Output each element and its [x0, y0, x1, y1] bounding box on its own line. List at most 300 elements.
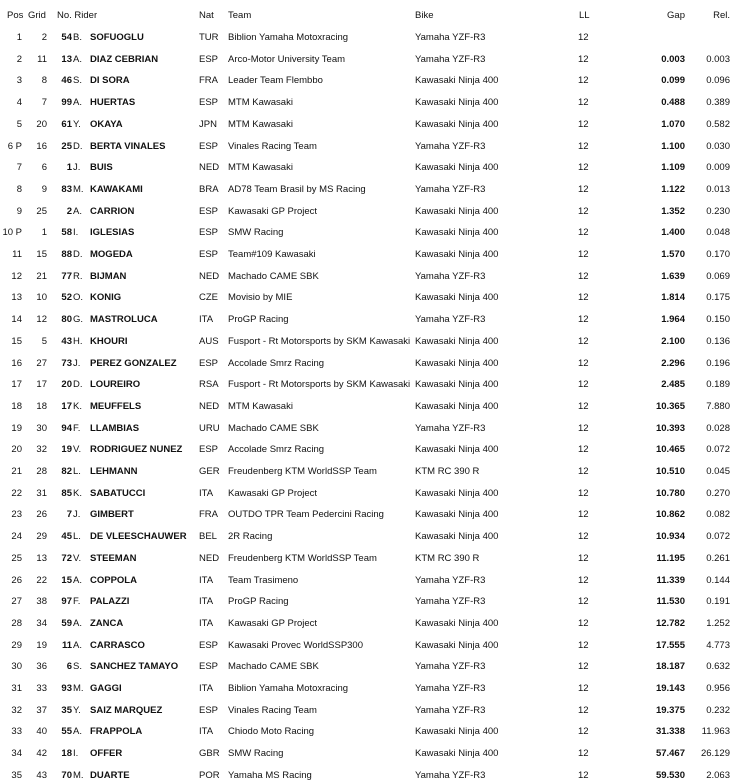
- cell-number: 94: [61, 422, 72, 434]
- cell-initial: M.: [73, 183, 84, 195]
- cell-ll: 12: [578, 162, 589, 174]
- cell-bike: Kawasaki Ninja 400: [415, 249, 499, 260]
- cell-nat: FRA: [199, 75, 218, 87]
- cell-surname: STEEMAN: [90, 552, 137, 564]
- cell-ll: 12: [578, 769, 589, 781]
- cell-grid: 26: [36, 509, 47, 521]
- table-row: [0, 93, 745, 109]
- cell-grid: 38: [36, 596, 47, 608]
- cell-rel: 0.230: [706, 205, 730, 217]
- table-row: [0, 267, 745, 283]
- table-row: [0, 50, 745, 66]
- cell-ll: 12: [578, 748, 589, 760]
- cell-team: Biblion Yamaha Motoxracing: [228, 32, 349, 43]
- cell-initial: I.: [73, 227, 79, 239]
- cell-gap: 1.400: [661, 227, 685, 239]
- cell-surname: LEHMANN: [90, 466, 138, 477]
- cell-grid: 2: [41, 32, 47, 43]
- table-row: [0, 462, 745, 478]
- cell-nat: URU: [199, 422, 220, 434]
- cell-nat: ESP: [199, 357, 219, 369]
- cell-number: 2: [66, 205, 72, 217]
- cell-pos: 14: [11, 314, 22, 326]
- cell-initial: A.: [73, 97, 82, 109]
- cell-rel: 26.129: [700, 748, 730, 760]
- header-ll: LL: [579, 10, 590, 21]
- cell-ll: 12: [578, 422, 589, 434]
- cell-surname: KHOURI: [90, 335, 128, 347]
- table-row: [0, 397, 745, 413]
- cell-ll: 12: [578, 53, 589, 65]
- cell-ll: 12: [578, 140, 589, 152]
- cell-ll: 12: [578, 596, 589, 608]
- cell-nat: ITA: [199, 726, 214, 738]
- cell-nat: ITA: [199, 683, 214, 694]
- cell-bike: Yamaha YZF-R3: [415, 704, 486, 716]
- cell-nat: GER: [199, 466, 220, 477]
- cell-bike: Kawasaki Ninja 400: [415, 357, 499, 369]
- cell-surname: SOFUOGLU: [90, 32, 144, 43]
- cell-initial: M.: [73, 683, 84, 694]
- cell-rel: 0.013: [706, 183, 730, 195]
- cell-team: Team#109 Kawasaki: [228, 249, 316, 260]
- cell-pos: 12: [11, 270, 22, 282]
- cell-ll: 12: [578, 97, 589, 109]
- cell-pos: 18: [11, 400, 22, 412]
- table-row: [0, 744, 745, 760]
- cell-pos: 6 P: [7, 140, 22, 152]
- cell-initial: M.: [73, 769, 84, 781]
- cell-initial: D.: [73, 249, 83, 260]
- cell-rel: 0.196: [706, 357, 730, 369]
- cell-pos: 21: [11, 466, 22, 477]
- header-rel: Rel.: [713, 10, 730, 21]
- cell-ll: 12: [578, 466, 589, 477]
- cell-gap: 10.934: [655, 531, 685, 543]
- cell-rel: 0.096: [706, 75, 730, 87]
- cell-nat: ITA: [199, 487, 214, 499]
- cell-bike: Kawasaki Ninja 400: [415, 75, 499, 87]
- cell-nat: ESP: [199, 249, 219, 260]
- cell-surname: COPPOLA: [90, 574, 137, 586]
- cell-gap: 31.338: [655, 726, 685, 738]
- table-row: [0, 484, 745, 500]
- cell-nat: ITA: [199, 574, 214, 586]
- cell-pos: 29: [11, 639, 22, 651]
- cell-ll: 12: [578, 205, 589, 217]
- cell-grid: 22: [36, 574, 47, 586]
- cell-grid: 31: [36, 487, 47, 499]
- cell-bike: Yamaha YZF-R3: [415, 769, 486, 781]
- cell-nat: ESP: [199, 704, 219, 716]
- cell-nat: FRA: [199, 509, 218, 521]
- cell-bike: Kawasaki Ninja 400: [415, 748, 499, 760]
- table-row: [0, 354, 745, 370]
- cell-surname: OFFER: [90, 748, 123, 760]
- cell-gap: 10.862: [655, 509, 685, 521]
- cell-team: MTM Kawasaki: [228, 162, 293, 174]
- cell-rel: 0.175: [706, 292, 730, 304]
- cell-number: 17: [61, 400, 72, 412]
- cell-grid: 27: [36, 357, 47, 369]
- cell-nat: CZE: [199, 292, 218, 304]
- cell-number: 59: [61, 617, 72, 629]
- cell-initial: L.: [73, 466, 81, 477]
- cell-number: 93: [61, 683, 72, 694]
- cell-nat: ITA: [199, 617, 214, 629]
- cell-initial: A.: [73, 53, 82, 65]
- cell-pos: 27: [11, 596, 22, 608]
- cell-pos: 35: [11, 769, 22, 781]
- table-row: [0, 549, 745, 565]
- cell-grid: 21: [36, 270, 47, 282]
- cell-ll: 12: [578, 574, 589, 586]
- cell-surname: MASTROLUCA: [90, 314, 158, 326]
- cell-gap: 10.780: [655, 487, 685, 499]
- cell-grid: 32: [36, 444, 47, 456]
- cell-ll: 12: [578, 379, 589, 391]
- cell-grid: 34: [36, 617, 47, 629]
- cell-grid: 15: [36, 249, 47, 260]
- cell-rel: 0.009: [706, 162, 730, 174]
- cell-ll: 12: [578, 183, 589, 195]
- cell-team: OUTDO TPR Team Pedercini Racing: [228, 509, 384, 521]
- cell-team: Leader Team Flembbo: [228, 75, 323, 87]
- header-gap: Gap: [667, 10, 685, 21]
- cell-nat: NED: [199, 552, 220, 564]
- cell-gap: 19.375: [655, 704, 685, 716]
- cell-rel: 0.261: [706, 552, 730, 564]
- cell-nat: BRA: [199, 183, 219, 195]
- cell-surname: KAWAKAMI: [90, 183, 143, 195]
- table-row: [0, 310, 745, 326]
- cell-rel: 0.048: [706, 227, 730, 239]
- cell-gap: 19.143: [655, 683, 685, 694]
- cell-pos: 8: [16, 183, 22, 195]
- cell-bike: Kawasaki Ninja 400: [415, 444, 499, 456]
- cell-team: Machado CAME SBK: [228, 270, 319, 282]
- cell-rel: 0.144: [706, 574, 730, 586]
- cell-bike: Kawasaki Ninja 400: [415, 379, 499, 391]
- cell-pos: 23: [11, 509, 22, 521]
- header-bike: Bike: [415, 10, 434, 21]
- cell-ll: 12: [578, 400, 589, 412]
- cell-pos: 26: [11, 574, 22, 586]
- cell-initial: J.: [73, 162, 81, 174]
- table-row: [0, 71, 745, 87]
- cell-initial: I.: [73, 748, 79, 760]
- table-row: [0, 28, 745, 44]
- cell-ll: 12: [578, 509, 589, 521]
- cell-bike: Kawasaki Ninja 400: [415, 400, 499, 412]
- cell-gap: 10.510: [655, 466, 685, 477]
- cell-nat: ESP: [199, 661, 219, 673]
- cell-surname: SAIZ MARQUEZ: [90, 704, 163, 716]
- cell-surname: SANCHEZ TAMAYO: [90, 661, 179, 673]
- cell-ll: 12: [578, 32, 589, 43]
- cell-surname: LOUREIRO: [90, 379, 141, 391]
- table-row: [0, 158, 745, 174]
- cell-bike: Kawasaki Ninja 400: [415, 335, 499, 347]
- cell-surname: MOGEDA: [90, 249, 133, 260]
- cell-initial: R.: [73, 270, 83, 282]
- cell-pos: 5: [16, 118, 22, 130]
- cell-pos: 24: [11, 531, 22, 543]
- cell-nat: NED: [199, 270, 220, 282]
- table-row: [0, 375, 745, 391]
- cell-gap: 2.296: [661, 357, 685, 369]
- cell-number: 19: [61, 444, 72, 456]
- cell-nat: ITA: [199, 596, 214, 608]
- cell-grid: 33: [36, 683, 47, 694]
- cell-surname: SABATUCCI: [90, 487, 146, 499]
- cell-gap: 10.393: [655, 422, 685, 434]
- cell-bike: Yamaha YZF-R3: [415, 574, 486, 586]
- cell-surname: GAGGI: [90, 683, 122, 694]
- cell-bike: KTM RC 390 R: [415, 466, 480, 477]
- cell-initial: S.: [73, 75, 82, 87]
- cell-number: 61: [61, 118, 72, 130]
- cell-bike: KTM RC 390 R: [415, 552, 480, 564]
- cell-team: Kawasaki GP Project: [228, 617, 318, 629]
- cell-rel: 0.189: [706, 379, 730, 391]
- cell-nat: ESP: [199, 53, 219, 65]
- cell-nat: ITA: [199, 314, 214, 326]
- cell-gap: 12.782: [655, 617, 685, 629]
- table-row: [0, 657, 745, 673]
- cell-initial: V.: [73, 552, 82, 564]
- cell-number: 82: [61, 466, 72, 477]
- table-row: [0, 245, 745, 261]
- cell-initial: J.: [73, 357, 81, 369]
- table-row: [0, 223, 745, 239]
- cell-rel: 0.389: [706, 97, 730, 109]
- cell-pos: 16: [11, 357, 22, 369]
- header-nat: Nat: [199, 10, 214, 21]
- cell-rel: 0.170: [706, 249, 730, 260]
- table-row: [0, 679, 745, 695]
- cell-nat: ESP: [199, 140, 219, 152]
- cell-team: Chiodo Moto Racing: [228, 726, 315, 738]
- table-row: [0, 180, 745, 196]
- cell-grid: 28: [36, 466, 47, 477]
- cell-ll: 12: [578, 335, 589, 347]
- cell-grid: 19: [36, 639, 47, 651]
- cell-bike: Kawasaki Ninja 400: [415, 487, 499, 499]
- cell-nat: NED: [199, 400, 220, 412]
- cell-rel: 0.030: [706, 140, 730, 152]
- cell-ll: 12: [578, 75, 589, 87]
- cell-number: 54: [61, 32, 72, 43]
- cell-bike: Kawasaki Ninja 400: [415, 205, 499, 217]
- table-row: [0, 722, 745, 738]
- cell-number: 99: [61, 97, 72, 109]
- cell-bike: Yamaha YZF-R3: [415, 270, 486, 282]
- cell-bike: Yamaha YZF-R3: [415, 314, 486, 326]
- cell-team: SMW Racing: [228, 748, 284, 760]
- cell-surname: DE VLEESCHAUWER: [90, 531, 187, 543]
- cell-number: 88: [61, 249, 72, 260]
- cell-surname: RODRIGUEZ NUNEZ: [90, 444, 183, 456]
- cell-initial: D.: [73, 140, 83, 152]
- cell-grid: 9: [41, 183, 47, 195]
- cell-nat: POR: [199, 769, 220, 781]
- cell-initial: F.: [73, 596, 81, 608]
- table-row: [0, 288, 745, 304]
- cell-nat: RSA: [199, 379, 219, 391]
- cell-number: 55: [61, 726, 72, 738]
- cell-rel: 0.003: [706, 53, 730, 65]
- cell-pos: 34: [11, 748, 22, 760]
- cell-surname: DIAZ CEBRIAN: [90, 53, 159, 65]
- cell-ll: 12: [578, 487, 589, 499]
- cell-bike: Yamaha YZF-R3: [415, 53, 486, 65]
- cell-gap: 0.003: [661, 53, 685, 65]
- cell-surname: OKAYA: [90, 118, 123, 130]
- cell-number: 45: [61, 531, 72, 543]
- table-row: [0, 202, 745, 218]
- cell-ll: 12: [578, 249, 589, 260]
- cell-ll: 12: [578, 357, 589, 369]
- cell-team: Fusport - Rt Motorsports by SKM Kawasaki: [228, 379, 411, 391]
- cell-surname: DI SORA: [90, 75, 130, 87]
- cell-surname: BERTA VINALES: [90, 140, 166, 152]
- cell-grid: 17: [36, 379, 47, 391]
- cell-gap: 18.187: [655, 661, 685, 673]
- cell-pos: 30: [11, 661, 22, 673]
- cell-nat: TUR: [199, 32, 219, 43]
- cell-team: ProGP Racing: [228, 314, 289, 326]
- cell-team: SMW Racing: [228, 227, 284, 239]
- cell-bike: Yamaha YZF-R3: [415, 183, 486, 195]
- cell-rel: 0.045: [706, 466, 730, 477]
- cell-team: Accolade Smrz Racing: [228, 444, 325, 456]
- cell-initial: L.: [73, 531, 81, 543]
- cell-bike: Yamaha YZF-R3: [415, 596, 486, 608]
- cell-surname: MEUFFELS: [90, 400, 142, 412]
- cell-team: Accolade Smrz Racing: [228, 357, 325, 369]
- cell-gap: 1.122: [661, 183, 685, 195]
- table-row: [0, 527, 745, 543]
- cell-rel: 7.880: [706, 400, 730, 412]
- cell-initial: A.: [73, 639, 82, 651]
- cell-bike: Kawasaki Ninja 400: [415, 617, 499, 629]
- cell-rel: 1.252: [706, 617, 730, 629]
- cell-surname: KONIG: [90, 292, 122, 304]
- cell-grid: 6: [41, 162, 47, 174]
- cell-team: MTM Kawasaki: [228, 400, 293, 412]
- cell-grid: 16: [36, 140, 47, 152]
- cell-rel: 0.082: [706, 509, 730, 521]
- cell-number: 85: [61, 487, 72, 499]
- cell-number: 7: [66, 509, 72, 521]
- cell-gap: 11.339: [656, 574, 685, 586]
- table-row: [0, 701, 745, 717]
- cell-team: AD78 Team Brasil by MS Racing: [228, 183, 366, 195]
- cell-grid: 10: [36, 292, 47, 304]
- cell-rel: 0.072: [706, 531, 730, 543]
- cell-team: Machado CAME SBK: [228, 661, 319, 673]
- cell-initial: V.: [73, 444, 82, 456]
- header-team: Team: [228, 10, 252, 21]
- results-header: [0, 0, 745, 21]
- cell-gap: 2.485: [661, 379, 685, 391]
- cell-gap: 59.530: [655, 769, 685, 781]
- cell-number: 77: [61, 270, 72, 282]
- cell-team: Kawasaki GP Project: [228, 487, 318, 499]
- cell-grid: 8: [41, 75, 47, 87]
- cell-initial: A.: [73, 205, 82, 217]
- cell-initial: F.: [73, 422, 81, 434]
- cell-pos: 20: [11, 444, 22, 456]
- cell-team: Vinales Racing Team: [228, 140, 317, 152]
- cell-nat: BEL: [199, 531, 217, 543]
- cell-pos: 28: [11, 617, 22, 629]
- cell-grid: 29: [36, 531, 47, 543]
- cell-pos: 19: [11, 422, 22, 434]
- cell-number: 52: [61, 292, 72, 304]
- cell-surname: HUERTAS: [90, 97, 136, 109]
- cell-grid: 25: [36, 205, 47, 217]
- cell-number: 70: [61, 769, 72, 781]
- cell-gap: 1.070: [661, 118, 685, 130]
- cell-team: Freudenberg KTM WorldSSP Team: [228, 552, 377, 564]
- cell-ll: 12: [578, 444, 589, 456]
- cell-grid: 13: [36, 552, 47, 564]
- cell-gap: 11.195: [656, 552, 685, 564]
- cell-bike: Kawasaki Ninja 400: [415, 118, 499, 130]
- cell-grid: 36: [36, 661, 47, 673]
- cell-gap: 10.365: [655, 400, 685, 412]
- table-row: [0, 419, 745, 435]
- table-row: [0, 332, 745, 348]
- cell-gap: 2.100: [661, 335, 685, 347]
- cell-ll: 12: [578, 314, 589, 326]
- cell-gap: 0.488: [661, 97, 685, 109]
- cell-pos: 22: [11, 487, 22, 499]
- cell-pos: 4: [16, 97, 22, 109]
- cell-gap: 1.639: [661, 270, 685, 282]
- cell-nat: NED: [199, 162, 220, 174]
- cell-gap: 1.814: [661, 292, 685, 304]
- cell-pos: 17: [11, 379, 22, 391]
- cell-bike: Yamaha YZF-R3: [415, 661, 486, 673]
- cell-ll: 12: [578, 683, 589, 694]
- cell-number: 46: [61, 75, 72, 87]
- cell-pos: 2: [16, 53, 22, 65]
- cell-initial: H.: [73, 335, 83, 347]
- cell-team: MTM Kawasaki: [228, 97, 293, 109]
- cell-gap: 17.555: [655, 639, 685, 651]
- cell-surname: IGLESIAS: [90, 227, 135, 239]
- cell-ll: 12: [578, 552, 589, 564]
- cell-nat: ESP: [199, 639, 219, 651]
- cell-number: 18: [61, 748, 72, 760]
- table-row: [0, 115, 745, 131]
- cell-bike: Kawasaki Ninja 400: [415, 509, 499, 521]
- cell-number: 6: [66, 661, 72, 673]
- cell-rel: 0.069: [706, 270, 730, 282]
- cell-team: Team Trasimeno: [228, 574, 299, 586]
- cell-team: ProGP Racing: [228, 596, 289, 608]
- cell-team: Yamaha MS Racing: [228, 769, 312, 781]
- cell-ll: 12: [578, 639, 589, 651]
- cell-rel: 0.191: [706, 596, 730, 608]
- cell-surname: BIJMAN: [90, 270, 127, 282]
- cell-surname: CARRASCO: [90, 639, 145, 651]
- cell-rel: 0.632: [706, 661, 730, 673]
- cell-rel: 0.956: [706, 683, 730, 694]
